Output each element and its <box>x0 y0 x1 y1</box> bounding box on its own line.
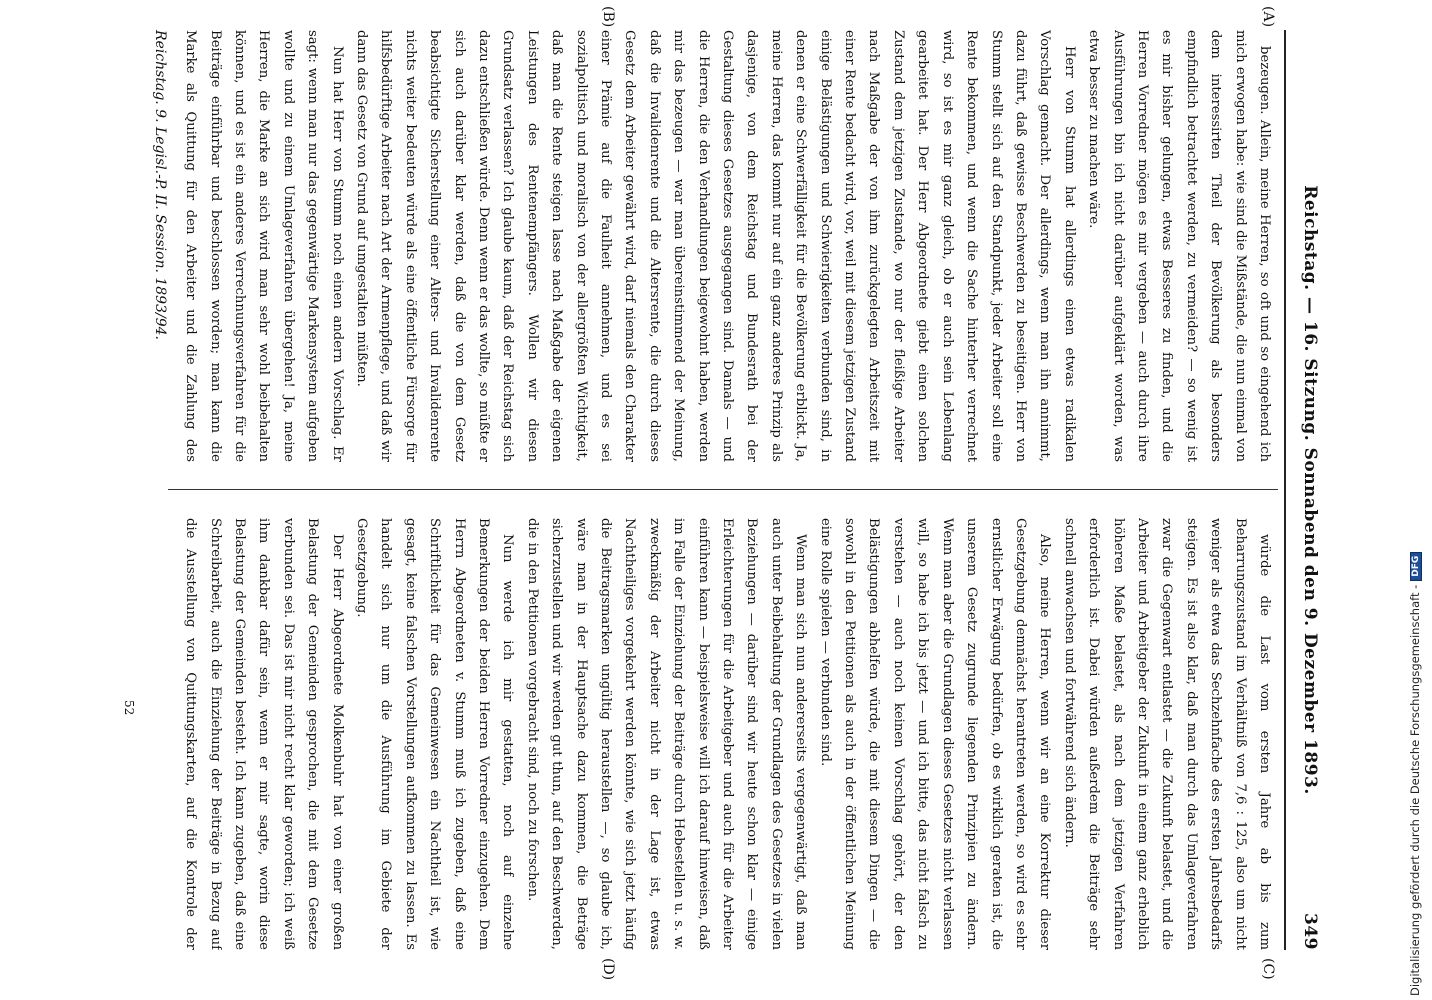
header-title: Reichstag. — 16. Sitzung. Sonnabend den 9. Dezember 1893. <box>1300 185 1320 795</box>
paragraph: Also, meine Herren, wenn wir an eine Korrektur dieser Gesetzgebung demnächst herantreten werden, so wird es sehr ernstlicher Erwägung bedürfen, ob es wirklich geraten ist, die unserem Gesetz zugrunde liegenden Prinzipien zu ändern. Wenn man aber die Grundlagen dieses Gesetzes nicht verlassen will, so habe ich bis jetzt — und ich bitte, das nicht falsch zu verstehen — auch noch keinen Vorschlag gehört, der den Belästigungen abhelfen würde, die mit diesem Dingen — die sowohl in den Petitionen als auch in der öffentlichen Meinung eine Rolle spielen — verbunden sind. <box>817 518 1053 950</box>
left-column <box>176 30 1276 462</box>
page-header <box>1292 30 1326 950</box>
paragraph: Herr von Stumm hat allerdings einen etwas radikalen Vorschlag gemacht. Der allerdings, wenn man ihn annimmt, dazu führt, daß gewisse Beschwerden zu beseitigen. Herr von Stumm stellt sich auf den Standpunkt, jeder Arbeiter soll eine Rente bekommen, und wenn die Sache hinterher verrechnet wird, so ist es mir ganz gleich, ob er auch sein Lebenlang gearbeitet hat. Der Herr Abgeordnete giebt einen solchen Zustand dem jetzigen Zustande, wo nur der fleißige Arbeiter nach Maßgabe der von ihm zurückgelegten Arbeitszeit mit einer Rente bedacht wird, vor, weil mit diesem jetzigen Zustand einige Belästigungen und Schwierigkeiten verbunden sind, in denen er eine Schwerfälligkeit für die Bevölkerung erblickt. Ja, meine Herren, das kommt nur auf ein ganz anderes Prinzip als dasjenige, von dem Reichstag und Bundesrath bei der Gestaltung dieses Gesetzes ausgegangen sind. Damals — und die Herren, die den Verhandlungen beigewohnt haben, werden mir das bezeugen — war man übereinstimmend der Meinung, daß die Invalidenrente und die Altersrente, die durch dieses Gesetz dem Arbeiter gewährt wird, darf niemals den Charakter einer Prämie auf die Faulheit annehmen, und es sei sozialpolitisch und moralisch von der allergrößten Wichtigkeit, daß man die Rente steigen lasse nach Maßgabe der eigenen Leistungen des Rentenempfängers. Wollen wir diesen Grundsatz verlassen? Ich glaube kaum, daß der Reichstag sich dazu entschließen würde. Denn wenn er das wollte, so müßte er sich auch darüber klar werden, daß die von dem Gesetz beabsichtigte Sicherstellung einer Alters- und Invalidenrente nichts weiter bedeuten würde als eine öffentliche Fürsorge für hilfsbedürftige Arbeiter nach Art der Armenpflege, und daß wir dann das Gesetz von Grund auf umgestalten müßten. <box>353 30 1077 462</box>
paragraph: Nun werde ich mir gestatten, noch auf einzelne Bemerkungen der beiden Herren Vorredner einzugehen. Dem Herrn Abgeordneten v. Stumm muß ich zugeben, daß eine Schriftlichkeit für das Gemeinwesen ein Nachtheil ist, wie gesagt, keine falschen Vorstellungen aufkommen zu lassen. Es handelt sich nur um die Ausführung im Gebiete der Gesetzgebung. <box>353 518 516 950</box>
paragraph: Wenn man sich nun andererseits vergegenwärtigt, daß man auch unter Beibehaltung der Grundlagen des Gesetzes in vielen Beziehungen — darüber sind wir heute schon klar — einige Erleichterungen für die Arbeitgeber und auch für die Arbeiter einführen kann — beispielsweise will ich darauf hinweisen, daß im Falle der Einziehung der Beiträge durch Hebestellen u. s. w. zweckmäßig der Arbeiter nicht in der Lage ist, etwas Nachtheiliges vorgekehrt werden könnte, wie sich jetzt häufig die Beitragsmarken ungültig heraustellen —, so glaube ich, wäre man in der Hauptsache dazu kommen, die Beträge sicherzustellen und wir werden gut thun, auf den Beschwerden, die in den Petitionen vorgebracht sind, noch zu forschen. <box>524 518 809 950</box>
dfg-logo: DFG <box>1410 552 1422 581</box>
column-divider <box>168 489 1278 490</box>
paragraph: würde die Last vom ersten Jahre ab bis zum Beharrungszustand im Verhältniß von 7,6 : 125, also um nicht weniger als etwa das Sechzehnfache des ersten Jahresbedarfs steigen. Es ist also klar, daß man durch das Umlageverfahren zwar die Gegenwart entlastet — die Zukunft belastet, und die Arbeiter und Arbeitgeber der Zukunft in einem ganz erheblich höheren Maße belastet, als nach dem jetzigen Verfahren erforderlich ist. Dabei würden außerdem die Beiträge sehr schnell anwachsen und fortwährend sich ändern. <box>1061 518 1272 950</box>
header-rule <box>1284 30 1286 950</box>
footer-page-number: 52 <box>122 700 136 716</box>
margin-marker-c: (C) <box>1260 958 1276 980</box>
paragraph: Nun hat Herr von Stumm noch einen andern Vorschlag. Er sagt: wenn man nur das gegenwärtige Markensystem aufgeben wollte und zu einem Umlageverfahren übergehen! Ja, meine Herren, die Marke an sich wird man sehr wohl beibehalten können, und es ist ein anderes Verrechnungsverfahren für die Beiträge einführbar und beschlossen worden; man kann die Marke als Quittung für den Arbeiter und die Zahlung des <box>183 30 345 462</box>
watermark-text: Digitalisierung gefördert durch die Deutsche Forschungsgemeinschaft - <box>1408 584 1422 996</box>
digitization-watermark <box>1408 6 1422 996</box>
margin-marker-a: (A) <box>1260 6 1276 28</box>
footer-reference: Reichstag. 9. Legisl.-P. II. Session. 1893/94. <box>152 30 168 340</box>
paragraph: Der Herr Abgeordnete Molkenbuhr hat von einer großen Belastung der Gemeinden gesprochen, die mit dem Gesetze verbunden sei. Das ist mir nicht recht klar geworden; ich weiß ihm dankbar dafür sein, wenn er mir sagte, worin diese Belastung der Gemeinden besteht. Ich kann zugeben, daß eine Schreibarbeit, auch die Einziehung der Beiträge in Bezug auf die Ausstellung von Quittungskarten, auf die Kontrole der <box>183 518 345 950</box>
paragraph: bezeugen. Allein, meine Herren, so oft und so eingehend ich mich erwogen habe: wie sind die Mißstände, die nun einmal von dem interessirten Theil der Bevölkerung als besonders empfindlich betrachtet werden, zu vermeiden? — so wenig ist es mir bisher gelungen, etwas Besseres zu finden, und die Herren Vorredner mögen es mir vergeben — auch durch ihre Ausführungen bin ich nicht darüber aufgeklärt worden, was etwa besser zu machen wäre. <box>1086 30 1272 462</box>
header-page-number: 349 <box>1300 913 1320 950</box>
margin-marker-b: (B) <box>600 6 616 28</box>
scanned-page <box>96 0 1336 982</box>
margin-marker-d: (D) <box>600 958 616 981</box>
right-column <box>176 518 1276 950</box>
